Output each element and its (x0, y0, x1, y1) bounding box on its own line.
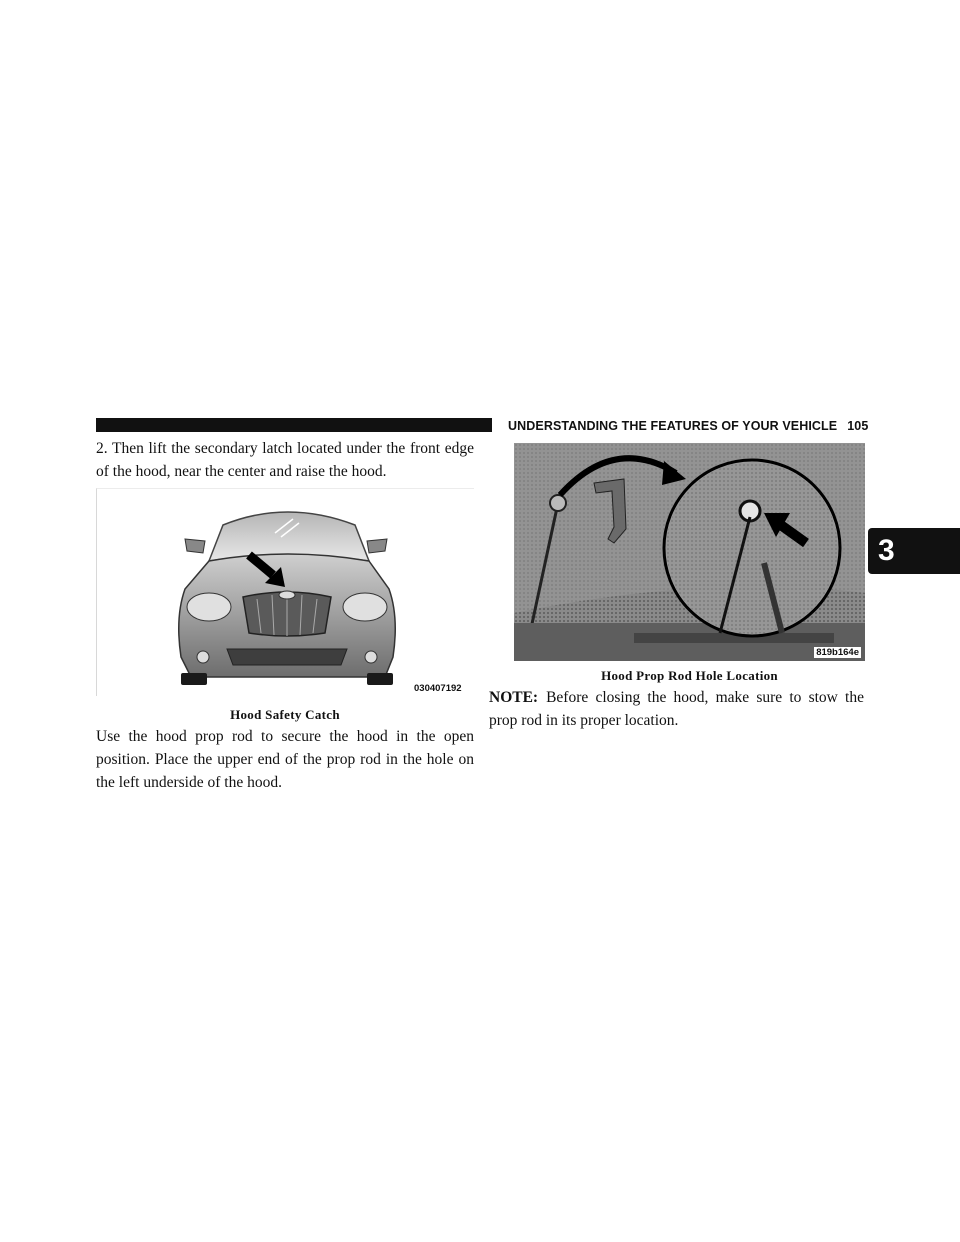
page-number: 105 (847, 419, 869, 433)
step-2-text: 2. Then lift the secondary latch located under the front edge of the hood, near the center and raise the hood. (96, 440, 474, 480)
prop-rod-paragraph: Use the hood prop rod to secure the hood in the open position. Place the upper end of the prop rod in the hole on the left underside of the hood. (96, 728, 474, 791)
figure2-code: 819b164e (816, 647, 859, 658)
figure1-code: 030407192 (414, 683, 462, 694)
figure1-caption: Hood Safety Catch (230, 707, 340, 722)
hood-safety-catch-figure (96, 488, 474, 696)
running-header (508, 418, 869, 434)
header-bar (96, 418, 492, 432)
section-title: UNDERSTANDING THE FEATURES OF YOUR VEHICLE (508, 419, 838, 433)
hood-underside-illustration (514, 443, 865, 661)
note-label: NOTE: (489, 689, 539, 706)
chapter-tab: 3 (868, 528, 960, 574)
hood-prop-rod-figure (514, 443, 865, 661)
figure2-caption: Hood Prop Rod Hole Location (601, 668, 778, 683)
car-front-illustration (97, 489, 475, 697)
note-text: Before closing the hood, make sure to stow the prop rod in its proper location. (489, 689, 864, 729)
note-paragraph (489, 686, 864, 732)
